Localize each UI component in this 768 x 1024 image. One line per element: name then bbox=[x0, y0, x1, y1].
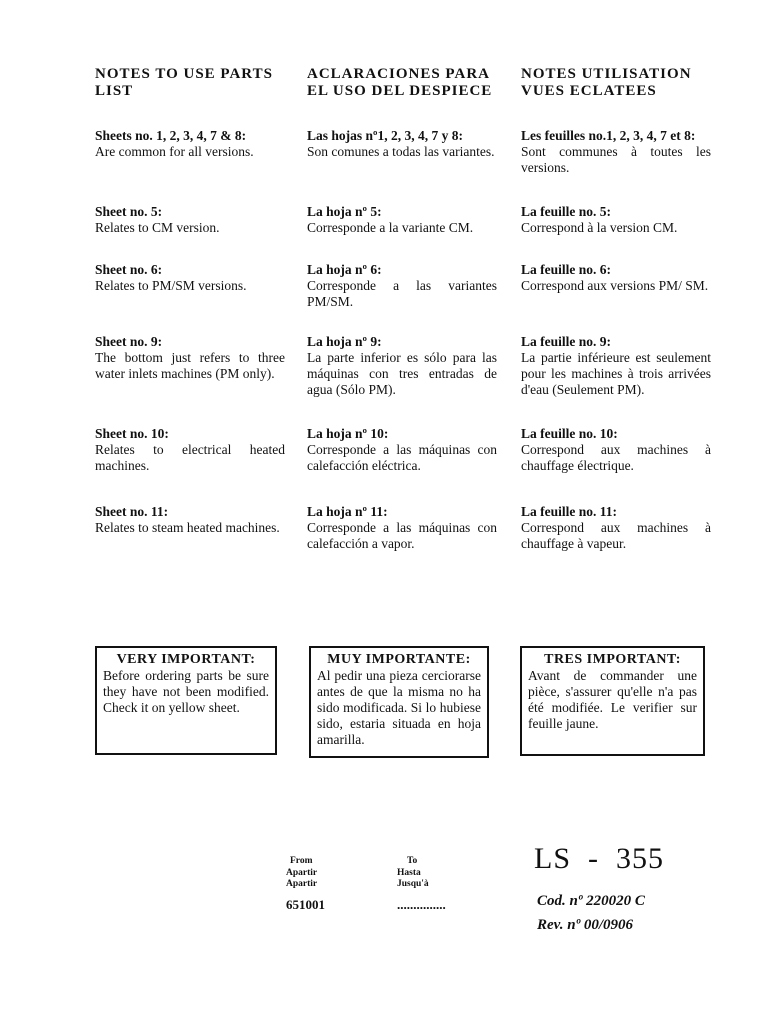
note-section bbox=[95, 128, 285, 160]
revision-number: Rev. nº 00/0906 bbox=[537, 917, 634, 933]
note-section bbox=[307, 204, 497, 236]
note-section bbox=[307, 504, 497, 552]
note-section bbox=[95, 504, 285, 536]
note-text: Relates to CM version. bbox=[95, 220, 220, 235]
note-text: Corresponde a la variante CM. bbox=[307, 220, 474, 235]
note-section bbox=[307, 128, 497, 160]
column-heading: ACLARACIONES PARA EL USO DEL DESPIECE bbox=[307, 66, 493, 99]
column-spanish bbox=[307, 66, 497, 551]
note-section bbox=[521, 262, 711, 294]
serial-to bbox=[397, 856, 446, 910]
from-label: Apartir bbox=[286, 867, 318, 878]
note-text: Correspond aux versions PM/ SM. bbox=[521, 278, 709, 293]
to-label: Hasta bbox=[397, 867, 421, 878]
column-french bbox=[521, 66, 711, 551]
note-text: Relates to electrical heated machines. bbox=[95, 442, 285, 473]
note-title: Sheet no. 6: bbox=[95, 262, 163, 277]
note-section bbox=[521, 204, 711, 236]
note-text: The bottom just refers to three water inlets machines (PM only). bbox=[95, 350, 285, 381]
note-text: Relates to steam heated machines. bbox=[95, 520, 280, 535]
serial-from bbox=[286, 856, 325, 910]
note-title: Las hojas nº1, 2, 3, 4, 7 y 8: bbox=[307, 128, 463, 143]
note-section bbox=[307, 426, 497, 474]
note-section bbox=[95, 334, 285, 382]
note-section bbox=[95, 262, 285, 294]
note-section bbox=[521, 128, 711, 176]
from-label: From bbox=[290, 856, 313, 866]
note-section bbox=[521, 334, 711, 398]
code-number: Cod. nº 220020 C bbox=[537, 893, 645, 909]
note-title: La hoja nº 6: bbox=[307, 262, 382, 277]
note-text: Correspond aux machines à chauffage électrique. bbox=[521, 442, 711, 473]
note-title: La feuille no. 10: bbox=[521, 426, 618, 441]
note-text: Son comunes a todas las variantes. bbox=[307, 144, 495, 159]
important-text: Avant de commander une pièce, s'assurer qu'elle n'a pas été modifiée. Le verifier sur feuille jaune. bbox=[528, 668, 697, 731]
important-title: VERY IMPORTANT: bbox=[116, 652, 256, 667]
column-english bbox=[95, 66, 285, 535]
important-title: TRES IMPORTANT: bbox=[544, 652, 681, 667]
note-text: La partie inférieure est seulement pour les machines à trois arrivées d'eau (Seulement PM). bbox=[521, 350, 711, 397]
important-text: Al pedir una pieza cerciorarse antes de que la misma no ha sido modificada. Si lo hubiese sido, estaria situada en hoja amarilla. bbox=[317, 668, 481, 747]
note-title: Sheet no. 5: bbox=[95, 204, 163, 219]
note-text: Correspond aux machines à chauffage à vapeur. bbox=[521, 520, 711, 551]
model-number: LS - 355 bbox=[534, 842, 664, 875]
note-title: La feuille no. 9: bbox=[521, 334, 611, 349]
note-title: La hoja nº 10: bbox=[307, 426, 389, 441]
important-box-spanish bbox=[309, 646, 489, 758]
note-title: La feuille no. 6: bbox=[521, 262, 611, 277]
note-text: Correspond à la version CM. bbox=[521, 220, 678, 235]
note-title: La hoja nº 9: bbox=[307, 334, 382, 349]
note-section bbox=[521, 426, 711, 474]
note-section bbox=[307, 262, 497, 310]
note-title: Les feuilles no.1, 2, 3, 4, 7 et 8: bbox=[521, 128, 696, 143]
note-title: Sheet no. 11: bbox=[95, 504, 169, 519]
note-text: Relates to PM/SM versions. bbox=[95, 278, 247, 293]
note-section bbox=[307, 334, 497, 398]
note-title: La hoja nº 5: bbox=[307, 204, 382, 219]
note-title: Sheet no. 9: bbox=[95, 334, 163, 349]
to-label: To bbox=[407, 856, 418, 866]
to-label: Jusqu'à bbox=[397, 879, 429, 889]
note-text: Corresponde a las máquinas con calefacción a vapor. bbox=[307, 520, 497, 551]
note-title: La hoja nº 11: bbox=[307, 504, 388, 519]
important-box-french bbox=[520, 646, 705, 756]
from-value: 651001 bbox=[286, 896, 325, 912]
note-text: Corresponde a las máquinas con calefacción eléctrica. bbox=[307, 442, 497, 473]
from-label: Apartir bbox=[286, 879, 318, 889]
note-text: La parte inferior es sólo para las máquinas con tres entradas de agua (Sólo PM). bbox=[307, 350, 497, 397]
to-value: ............... bbox=[397, 896, 446, 912]
note-text: Are common for all versions. bbox=[95, 144, 254, 159]
column-heading: NOTES TO USE PARTS LIST bbox=[95, 66, 273, 99]
note-title: Sheet no. 10: bbox=[95, 426, 169, 441]
note-section bbox=[521, 504, 711, 552]
important-text: Before ordering parts be sure they have not been modified. Check it on yellow sheet. bbox=[103, 668, 269, 715]
note-text: Sont communes à toutes les versions. bbox=[521, 144, 711, 175]
column-heading: NOTES UTILISATION VUES ECLATEES bbox=[521, 66, 692, 99]
note-title: Sheets no. 1, 2, 3, 4, 7 & 8: bbox=[95, 128, 247, 143]
note-title: La feuille no. 11: bbox=[521, 504, 618, 519]
note-title: La feuille no. 5: bbox=[521, 204, 611, 219]
note-section bbox=[95, 426, 285, 474]
important-title: MUY IMPORTANTE: bbox=[327, 652, 471, 667]
note-text: Corresponde a las variantes PM/SM. bbox=[307, 278, 497, 309]
note-section bbox=[95, 204, 285, 236]
important-box-english bbox=[95, 646, 277, 755]
